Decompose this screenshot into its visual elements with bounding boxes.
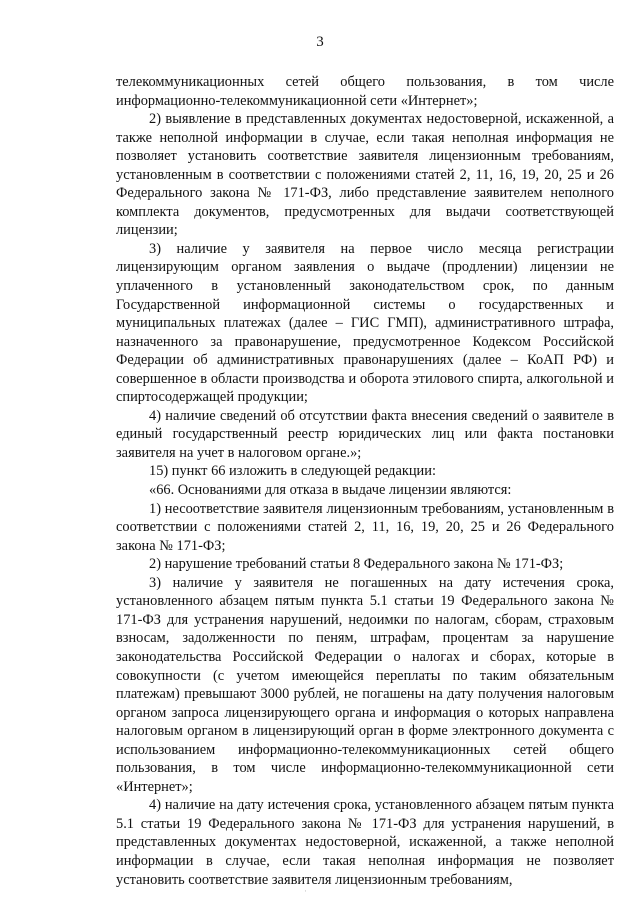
page-number: 3 (316, 34, 324, 50)
paragraph: «66. Основаниями для отказа в выдаче лицензии являются: (149, 482, 512, 499)
paragraph: телекоммуникационных сетей общего пользования, в том числе информационно-телекоммуникационной сети «Интернет»; (116, 74, 614, 109)
paragraph: 4) наличие сведений об отсутствии факта внесения сведений о заявителе в единый государственный реестр юридических лиц или факта постановки заявителя на учет в налоговом органе.»; (116, 407, 614, 461)
paragraph: 2) нарушение требований статьи 8 Федерального закона № 171-ФЗ; (149, 556, 564, 573)
paragraph: 1) несоответствие заявителя лицензионным требованиям, установленным в соответствии с положениями статей 2, 11, 16, 19, 20, 25 и 26 Федерального закона № 171-ФЗ; (116, 500, 614, 554)
paragraph: 3) наличие у заявителя не погашенных на дату истечения срока, установленного абзацем пятым пункта 5.1 статьи 19 Федерального закона № 171-ФЗ для устранения нарушений, недоимки по налогам, сборам, страховым взносам, задолженности по пеням, штрафам, процентам за нарушение законодательства Российской Федерации о налогах и сборах, которые в совокупности (с учетом имеющейся переплаты по таким обязательным платежам) превышают 3000 рублей, не погашены на дату получения налоговым органом запроса лицензирующего органа и информация о которых направлена налоговым органом в лицензирующий орган в форме электронного документа с использованием информационно-телекоммуникационных сетей общего пользования, в том числе информационно-телекоммуникационной сети «Интернет»; (116, 574, 614, 795)
scan-mark: · (304, 886, 307, 896)
document-body (116, 73, 614, 889)
paragraph: 15) пункт 66 изложить в следующей редакции: (149, 463, 436, 480)
paragraph: 2) выявление в представленных документах недостоверной, искаженной, а также неполной информации в случае, если такая неполная информация не позволяет установить соответствие заявителя лицензионным требованиям, установленным в соответствии с положениями статей 2, 11, 16, 19, 20, 25 и 26 Федерального закона № 171-ФЗ, либо представление заявителем неполного комплекта документов, предусмотренных для выдачи соответствующей лицензии; (116, 111, 614, 239)
paragraph: 4) наличие на дату истечения срока, установленного абзацем пятым пункта 5.1 статьи 19 Федерального закона № 171-ФЗ для устранения нарушений, в представленных документах недостоверной, искаженной, а также неполной информации в случае, если такая неполная информация не позволяет установить соответствие заявителя лицензионным требованиям, (116, 797, 614, 888)
paragraph: 3) наличие у заявителя на первое число месяца регистрации лицензирующим органом заявления о выдаче (продлении) лицензии не уплаченного в установленный законодательством срок, по данным Государственной информационной системы о государственных и муниципальных платежах (далее – ГИС ГМП), административного штрафа, назначенного за правонарушение, предусмотренное Кодексом Российской Федерации об административных правонарушениях (далее – КоАП РФ) и совершенное в области производства и оборота этилового спирта, алкогольной и спиртосодержащей продукции; (116, 240, 614, 406)
